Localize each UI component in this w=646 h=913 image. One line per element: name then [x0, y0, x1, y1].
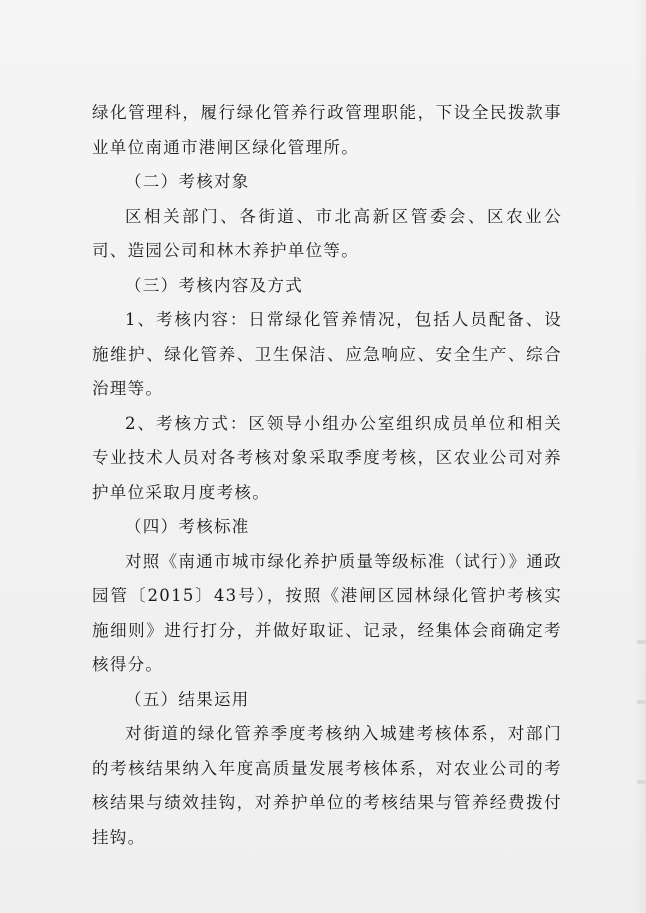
- paragraph-assessment-standard: 对照《南通市城市绿化养护质量等级标准（试行）》通政园管〔2015〕43号），按照《港闸区园林绿化管护考核实施细则》进行打分，并做好取证、记录，经集体会商确定考核得分。: [92, 551, 562, 674]
- section-heading-assessment-targets: （二）考核对象: [125, 172, 250, 191]
- paragraph-department-intro: 绿化管理科，履行绿化管养行政管理职能，下设全民拨款事业单位南通市港闸区绿化管理所。: [92, 103, 562, 157]
- binding-hole-mark: [637, 700, 646, 704]
- section-heading-result-application: （五）结果运用: [125, 689, 250, 709]
- binding-hole-mark: [637, 640, 646, 644]
- paragraph-assessment-method: 2、考核方式：区领导小组办公室组织成员单位和相关专业技术人员对各考核对象采取季度考核，区农业公司对养护单位采取月度考核。: [92, 413, 562, 502]
- section-heading-assessment-standard: （四）考核标准: [125, 517, 250, 536]
- scan-edge-shadow: [634, 0, 646, 913]
- paragraph-assessment-content: 1、考核内容：日常绿化管养情况，包括人员配备、设施维护、绿化管养、卫生保洁、应急响应、安全生产、综合治理等。: [92, 310, 562, 398]
- document-body: [92, 96, 562, 855]
- section-heading-content-and-method: （三）考核内容及方式: [125, 275, 303, 295]
- paragraph-assessment-targets: 区相关部门、各街道、市北高新区管委会、区农业公司、造园公司和林木养护单位等。: [92, 206, 562, 260]
- paragraph-result-application: 对街道的绿化管养季度考核纳入城建考核体系，对部门的考核结果纳入年度高质量发展考核体系，对农业公司的考核结果与绩效挂钩，对养护单位的考核结果与管养经费拨付挂钩。: [92, 724, 562, 847]
- binding-hole-mark: [637, 780, 646, 784]
